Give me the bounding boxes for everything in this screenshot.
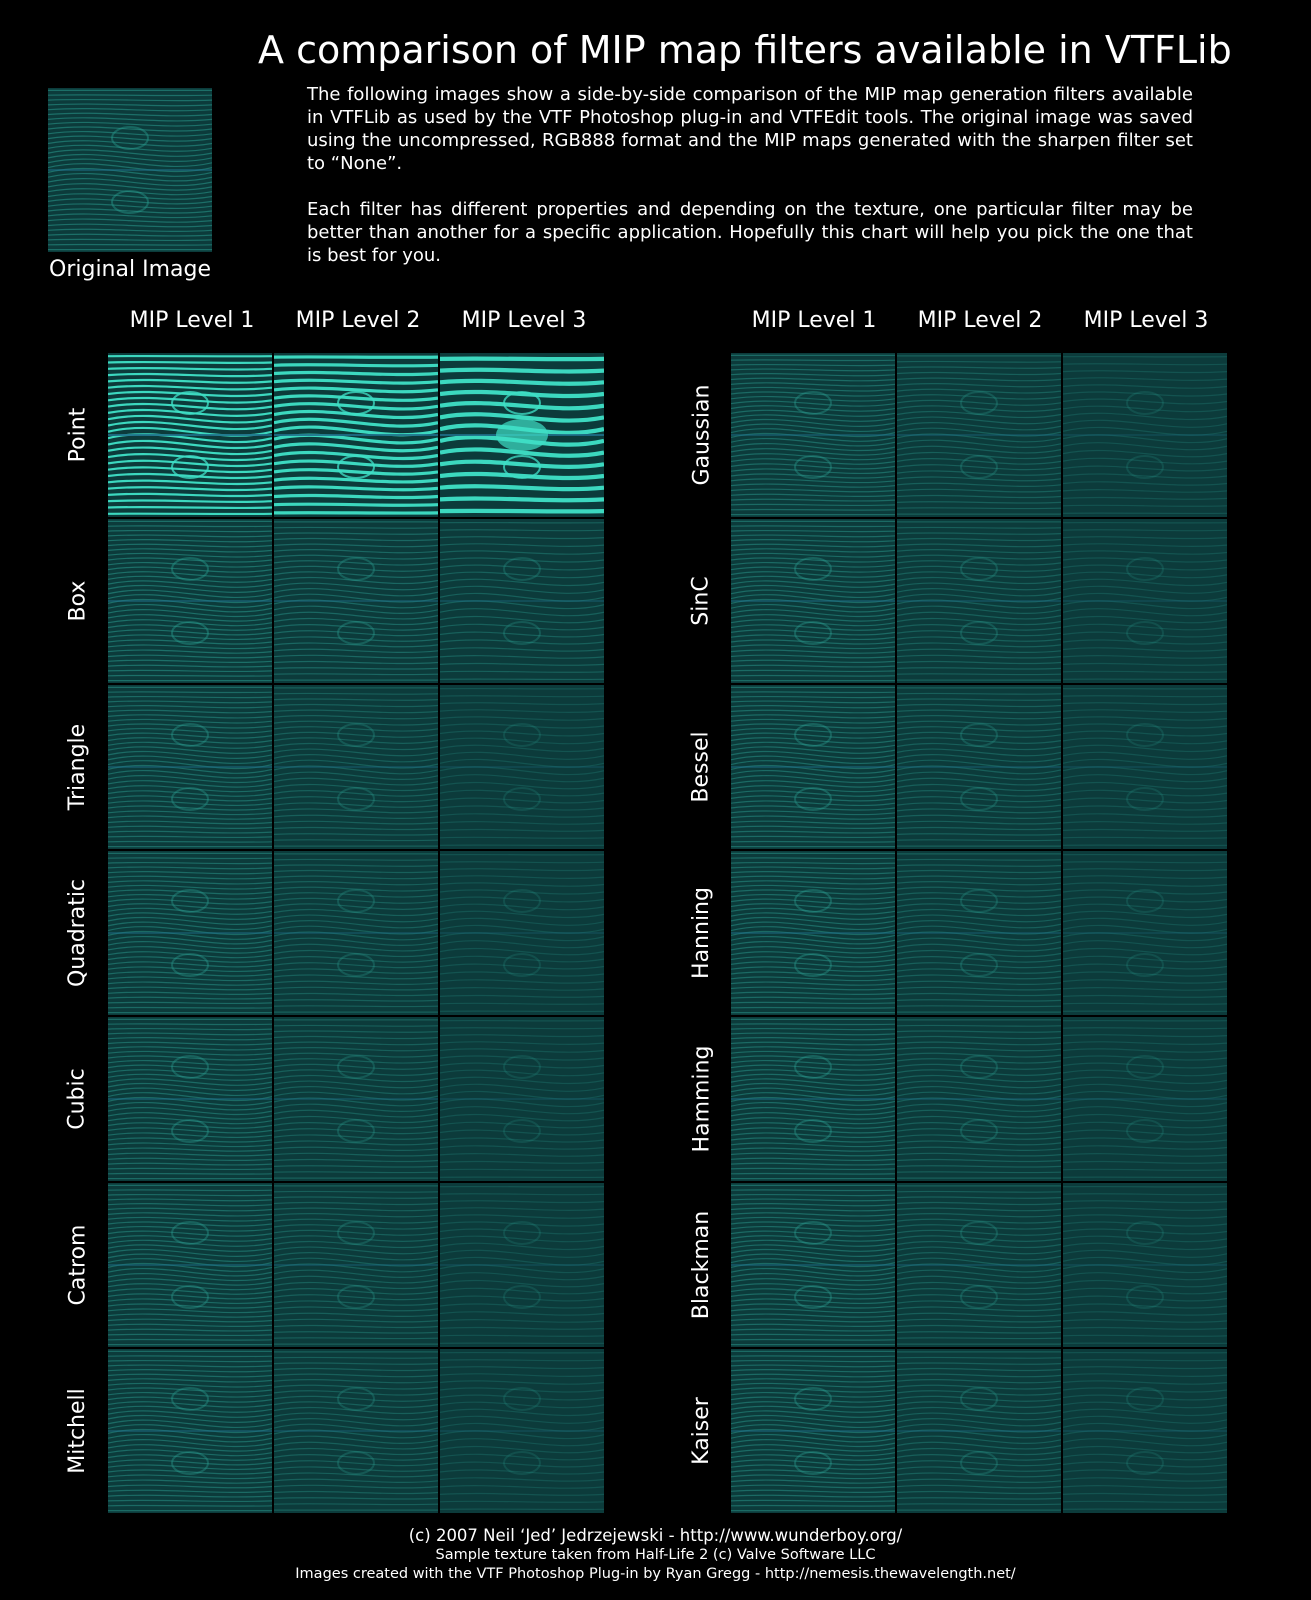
footer-copyright: (c) 2007 Neil ‘Jed’ Jedrzejewski - http://www.wunderboy.org/ [408,1526,903,1545]
footer-plugin-credit: Images created with the VTF Photoshop Plug-in by Ryan Gregg - http://nemesis.thewavelength.net/ [295,1566,1016,1582]
right-tile-kaiser-mip-1 [731,1349,895,1513]
right-tile-sinc-mip-2 [897,519,1061,683]
left-tile-mitchell-mip-2 [274,1349,438,1513]
right-filter-grid [730,352,1228,1516]
intro-paragraph-1: The following images show a side-by-side comparison of the MIP map generation filters available in VTFLib as used by the VTF Photoshop plug-in and VTFEdit tools. The original image was saved using the uncompressed, RGB888 format and the MIP maps generated with the sharpen filter set to “None”. [307,84,1193,174]
right-tile-gaussian-mip-1 [731,353,895,517]
left-tile-mitchell-mip-1 [108,1349,272,1513]
right-label-kaiser [682,1348,722,1514]
original-image [48,88,212,252]
left-tile-triangle-mip-2 [274,685,438,849]
filter-label: Point [65,407,90,463]
right-tile-bessel-mip-2 [897,685,1061,849]
filter-label: Hanning [689,887,714,979]
left-label-triangle [58,684,98,850]
left-filter-grid [107,352,605,1516]
right-label-bessel [682,684,722,850]
left-tile-box-mip-2 [274,519,438,683]
left-tile-catrom-mip-2 [274,1183,438,1347]
right-tile-hanning-mip-3 [1063,851,1227,1015]
left-tile-quadratic-mip-2 [274,851,438,1015]
footer [0,1526,1311,1584]
right-tile-hamming-mip-3 [1063,1017,1227,1181]
left-tile-catrom-mip-1 [108,1183,272,1347]
right-label-hanning [682,850,722,1016]
right-tile-blackman-mip-3 [1063,1183,1227,1347]
left-label-point [58,352,98,518]
original-image-label: Original Image [49,257,211,282]
left-header-mip-2: MIP Level 2 [295,308,421,333]
right-tile-blackman-mip-1 [731,1183,895,1347]
left-tile-cubic-mip-2 [274,1017,438,1181]
left-label-box [58,518,98,684]
left-header-mip-3: MIP Level 3 [461,308,587,333]
right-tile-kaiser-mip-3 [1063,1349,1227,1513]
left-tile-triangle-mip-3 [440,685,604,849]
filter-label: Gaussian [689,384,714,486]
right-tile-blackman-mip-2 [897,1183,1061,1347]
filter-label: Kaiser [689,1397,714,1465]
right-tile-sinc-mip-3 [1063,519,1227,683]
left-tile-cubic-mip-3 [440,1017,604,1181]
right-tile-hamming-mip-2 [897,1017,1061,1181]
footer-texture-credit: Sample texture taken from Half-Life 2 (c) Valve Software LLC [435,1547,876,1563]
filter-label: Blackman [689,1210,715,1320]
filter-label: Box [65,580,90,622]
left-label-cubic [58,1016,98,1182]
right-header-mip-1: MIP Level 1 [751,308,877,333]
filter-label: Bessel [689,731,715,803]
right-label-hamming [682,1016,722,1182]
left-header-mip-1: MIP Level 1 [129,308,255,333]
left-tile-box-mip-3 [440,519,604,683]
left-tile-triangle-mip-1 [108,685,272,849]
intro-paragraph-2: Each filter has different properties and depending on the texture, one particular filter may be better than another for a specific application. Hopefully this chart will help you pick the one that is best for you. [307,199,1193,266]
filter-label: Mitchell [65,1388,90,1474]
right-label-sinc [682,518,722,684]
right-tile-hamming-mip-1 [731,1017,895,1181]
left-label-quadratic [58,850,98,1016]
right-header-mip-3: MIP Level 3 [1083,308,1209,333]
filter-label: SinC [689,576,715,626]
filter-label: Catrom [65,1224,91,1306]
left-label-catrom [58,1182,98,1348]
left-label-mitchell [58,1348,98,1514]
filter-label: Cubic [65,1068,91,1130]
left-tile-box-mip-1 [108,519,272,683]
right-tile-bessel-mip-3 [1063,685,1227,849]
filter-label: Hamming [689,1045,714,1153]
page-title: A comparison of MIP map filters available in VTFLib [258,28,1232,72]
right-tile-gaussian-mip-3 [1063,353,1227,517]
right-header-mip-2: MIP Level 2 [917,308,1043,333]
left-tile-point-mip-2 [274,353,438,517]
filter-label: Triangle [65,723,90,811]
right-label-gaussian [682,352,722,518]
left-tile-quadratic-mip-1 [108,851,272,1015]
right-label-blackman [682,1182,722,1348]
left-tile-point-mip-1 [108,353,272,517]
right-tile-gaussian-mip-2 [897,353,1061,517]
left-tile-point-mip-3 [440,353,604,517]
left-tile-mitchell-mip-3 [440,1349,604,1513]
filter-label: Quadratic [65,878,91,988]
right-tile-hanning-mip-1 [731,851,895,1015]
right-tile-kaiser-mip-2 [897,1349,1061,1513]
intro-text [307,83,1193,290]
right-tile-sinc-mip-1 [731,519,895,683]
left-tile-quadratic-mip-3 [440,851,604,1015]
right-tile-hanning-mip-2 [897,851,1061,1015]
left-tile-cubic-mip-1 [108,1017,272,1181]
left-tile-catrom-mip-3 [440,1183,604,1347]
right-tile-bessel-mip-1 [731,685,895,849]
